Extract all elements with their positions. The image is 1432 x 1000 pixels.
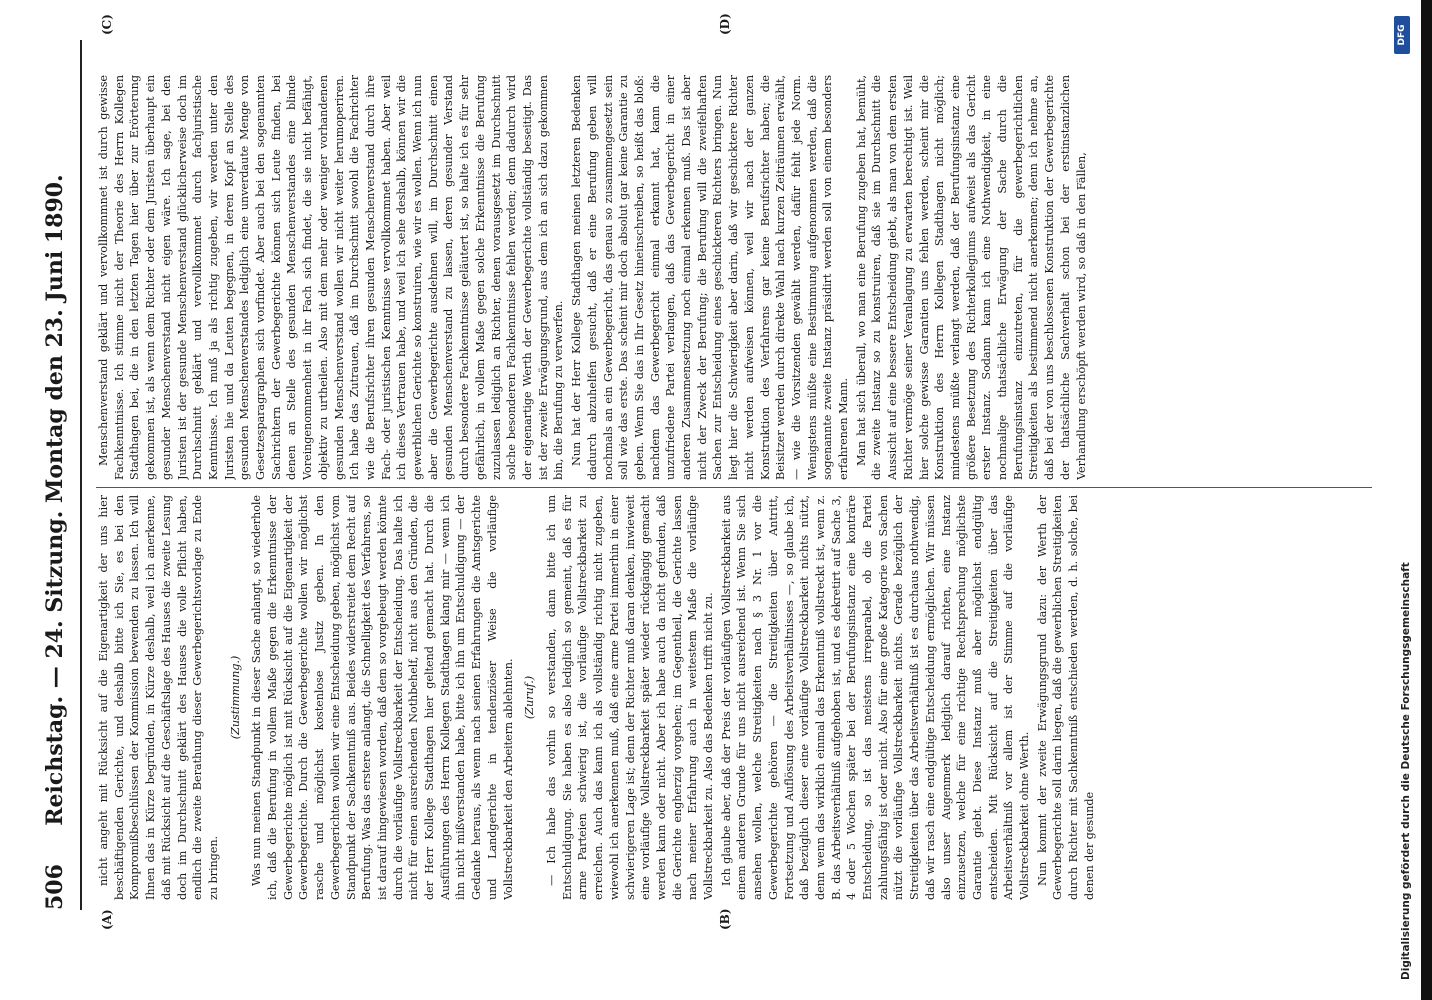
paragraph: — Ich habe das vorhin so verstanden, dann bitte ich um Entschuldigung. Sie haben es also lediglich so gemeint, daß es für arme Parteien schwierig ist, die vorläufige Vollstreckbarkeit zu erreichen. Auch das kann ich als vollständig richtig nicht zugeben, wiewohl ich anerkennen muß, daß eine arme Partei immerhin in einer schwierigeren Lage ist; denn der Richter muß daran denken, inwieweit eine vorläufige Vollstreckbarkeit später wieder rückgängig gemacht werden kann oder nicht. Aber ich habe auch da nicht gefunden, daß die Gerichte engherzig vorgehen; im Gegentheil, die Gerichte lassen nach meiner Erfahrung auch in weitestem Maße die vorläufige Vollstreckbarkeit zu. Also das Bedenken trifft nicht zu. [544, 495, 716, 900]
interjection: (Zustimmung.) [228, 655, 242, 740]
page-title: Reichstag. — 24. Sitzung. Montag den 23. Juni 1890. [42, 174, 68, 826]
margin-marker-a: (A) [100, 909, 114, 930]
right-text-column [96, 75, 1372, 480]
column-divider [96, 487, 1372, 488]
margin-marker-b: (B) [718, 908, 732, 930]
header-rule [80, 40, 82, 910]
paragraph: Nun hat der Herr Kollege Stadthagen meinen letzteren Bedenken dadurch abzuhelfen gesucht, daß er eine Berufung geben will nochmals an ein Gewerbegericht, das genau so zusammengesetzt sein soll wie das erste. Das scheint mir doch absolut gar keine Garantie zu geben. Wenn Sie das in Ihr Gesetz hineinschreiben, so heißt das bloß: nachdem das Gewerbegericht einmal erkannt hat, kann die unzufriedene Partei verlangen, daß das Gewerbegericht in einer anderen Zusammensetzung noch einmal erkennen muß. Das ist aber nicht der Zweck der Berufung; die Berufung will die zweifelhaften Sachen zur Entscheidung eines geschickteren Richters bringen. Nun liegt hier die Schwierigkeit aber darin, daß wir geschicktere Richter nicht werden aufweisen können, weil wir nach der ganzen Konstruktion des Verfahrens gar keine Berufsrichter haben; die Beisitzer werden durch direkte Wahl nach kurzen Zeiträumen erwählt, — wie die Vorsitzenden gewählt werden, dafür fehlt jede Norm. Wenigstens müßte eine Bestimmung aufgenommen werden, daß die sogenannte zweite Instanz präsidirt werden soll von einem besonders erfahrenen Mann. [570, 75, 851, 480]
paragraph: Nun kommt der zweite Erwägungsgrund dazu: der Werth der Gewerbegerichte soll darin liegen, daß die gewerblichen Streitigkeiten durch Richter mit Sachkenntniß entschieden werden, d. h. solche, bei denen der gesunde [1035, 495, 1096, 900]
page-number: 506 [42, 864, 68, 910]
paragraph: Was nun meinen Standpunkt in dieser Sache anlangt, so wiederhole ich, daß die Berufung in vollem Maße gegen die Erkenntnisse der Gewerbegerichte möglich ist mit Rücksicht auf die Eigenartigkeit der Gewerbegerichte. Durch die Gewerbegerichte wollen wir möglichst rasche und möglichst kostenlose Justiz geben. In den Gewerbegerichten wollen wir eine Entscheidung geben, möglichst vom Standpunkt der Sachkenntniß aus. Beides widerstreitet dem Recht auf Berufung. Was das erstere anlangt, die Schnelligkeit des Verfahrens, so ist darauf hingewiesen worden, daß dem so vorgebeugt werden könnte durch die vorläufige Vollstreckbarkeit der Entscheidung. Das halte ich nicht für einen ausreichenden Nothbehelf, nicht aus den Gründen, die der Herr Kollege Stadthagen hier geltend gemacht hat. Durch die Ausführungen des Herrn Kollegen Stadthagen klang mir — wenn ich ihn nicht mißverstanden habe, bitte ich ihn um Entschuldigung — der Gedanke heraus, als wenn nach seinen Erfahrungen die Amtsgerichte und Landgerichte in tendenziöser Weise die vorläufige Vollstreckbarkeit den Arbeitern ablehnten. [250, 495, 515, 900]
page-header [42, 0, 78, 1000]
interjection: (Zuruf.) [523, 675, 537, 720]
dfg-logo: DFG [1394, 16, 1410, 54]
paragraph: Man hat sich überall, wo man eine Berufung zugeben hat, bemüht, die zweite Instanz so zu konstruiren, daß sie im Durchschnitt die Aussicht auf eine bessere Entscheidung giebt, als man von dem ersten Richter vermöge seiner Veranlagung zu erwarten berechtigt ist. Weil hier solche gewisse Garantien uns fehlen werden, scheint mir die Konstruktion des Herrn Kollegen Stadthagen nicht möglich; mindestens müßte verlangt werden, daß der Berufungsinstanz eine größere Besetzung des Richterkollegiums aufweist als das Gericht erster Instanz. Sodann kann ich eine Nothwendigkeit, in eine nochmalige thatsächliche Erwägung der Sache durch die Berufungsinstanz einzutreten, für die gewerbegerichtlichen Streitigkeiten als bestimmend nicht anerkennen; denn ich nehme an, daß bei der von uns beschlossenen Konstruktion der Gewerbegerichte der thatsächliche Sachverhalt schon bei der erstinstanzlichen Verhandlung erschöpft werden wird, so daß in den Fällen, [854, 75, 1088, 480]
margin-marker-d: (D) [718, 13, 732, 35]
paragraph: Menschenverstand geklärt und vervollkommnet ist durch gewisse Fachkenntnisse. Ich stimme nicht der Theorie des Herrn Kollegen Stadthagen bei, die in den letzten Tagen hier über zur Erörterung gekommen ist, als wenn dem Richter oder dem Juristen überhaupt ein gesunder Menschenverstand nicht eigen wäre. Ich sage, bei den Juristen ist der gesunde Menschenverstand glücklicherweise doch im Durchschnitt geklärt und vervollkommnet durch fachjuristische Kenntnisse. Ich muß ja als richtig zugeben, wir werden unter den Juristen hie und da Leuten begegnen, in deren Kopf an Stelle des gesunden Menschenverstandes lediglich eine unverdaute Menge von Gesetzesparagraphen sich vorfindet. Aber auch bei den sogenannten Sachrichtern der Gewerbegerichte können sich Leute finden, bei denen an Stelle des gesunden Menschenverstandes eine blinde Voreingenommenheit in ihr Fach sich findet, die sie nicht befähigt, objektiv zu urtheilen. Also mit dem mehr oder weniger vorhandenen gesunden Menschenverstand wollen wir nicht weiter herumoperiren. Ich habe das Zutrauen, daß im Durchschnitt sowohl die Fachrichter wie die Berufsrichter ihren gesunden Menschenverstand durch ihre Fach- oder juristischen Kenntnisse vervollkommnet haben. Aber weil ich dieses Vertrauen habe, und weil ich sehe deshalb, können wir die gewerblichen Gerichte so konstruiren, wie wir es wollen. Wenn ich nun aber die Gewerbegerichte ausdehnen will, im Durchschnitt einen gesunden Menschenverstand zu lassen, deren gesunder Verstand durch besondere Fachkenntnisse geläutert ist, so halte ich es für sehr gefährlich, in vollem Maße gegen solche Erkenntnisse die Berufung zuzulassen lediglich an Richter, denen vorausgesetzt im Durchschnitt solche besonderen Fachkenntnisse fehlen werden; denn dadurch wird der eigenartige Werth der Gewerbegerichte vollständig beseitigt. Das ist der zweite Erwägungsgrund, aus dem ich an sich dazu gekommen bin, die Berufung zu verwerfen. [97, 75, 566, 480]
paragraph: nicht angeht mit Rücksicht auf die Eigenartigkeit der uns hier beschäftigenden Gerichte, und deshalb bitte ich Sie, es bei den Kompromißbeschlüssen der Kommission bewenden zu lassen. Ich will Ihnen das in Kürze begründen, in Kürze deshalb, weil ich anerkenne, daß mit Rücksicht auf die Geschäftslage des Hauses die zweite Lesung doch im Durchschnitt geklärt des Hauses die volle Pflicht haben, endlich die zweite Berathung dieser Gewerbegerichtsvorlage zu Ende zu bringen. [97, 495, 220, 900]
credit-text: Digitalisierung gefördert durch die Deutsche Forschungsgemeinschaft [1400, 562, 1412, 980]
margin-marker-c: (C) [100, 14, 114, 35]
paragraph: Ich glaube aber, daß der Preis der vorläufigen Vollstreckbarkeit aus einem anderen Grunde für uns nicht ausreichend ist. Wenn Sie sich ansehen wollen, welche Streitigkeiten nach § 3 Nr. 1 vor die Gewerbegerichte gehören — die Streitigkeiten über Antritt, Fortsetzung und Auflösung des Arbeitsverhältnisses —, so glaube ich, daß bezüglich dieser eine vorläufige Vollstreckbarkeit nichts nützt, denn wenn das wirklich einmal das Erkenntniß vollstreckt ist, wenn z. B. das Arbeitsverhältniß aufgehoben ist, und es dekretirt auf Sache 3, 4 oder 5 Wochen später bei der Berufungsinstanz eine konträre Entscheidung, so ist das meistens irreparabel, ob die Partei zahlungsfähig ist oder nicht. Also für eine große Kategorie von Sachen nützt die vorläufige Vollstreckbarkeit nichts. Gerade bezüglich der Streitigkeiten über das Arbeitsverhältniß ist es durchaus nothwendig, daß wir rasch eine endgültige Entscheidung ermöglichen. Wir müssen also unser Augenmerk lediglich darauf richten, eine Instanz einzusetzen, welche für eine richtige Rechtsprechung möglichste Garantie giebt. Diese Instanz muß aber möglichst endgültig entscheiden. Mit Rücksicht auf die Streitigkeiten über das Arbeitsverhältniß vor allem ist der Stimme auf die vorläufige Vollstreckbarkeit ohne Werth. [719, 495, 1032, 900]
scan-edge [1421, 0, 1432, 1000]
left-text-column [96, 495, 1372, 900]
